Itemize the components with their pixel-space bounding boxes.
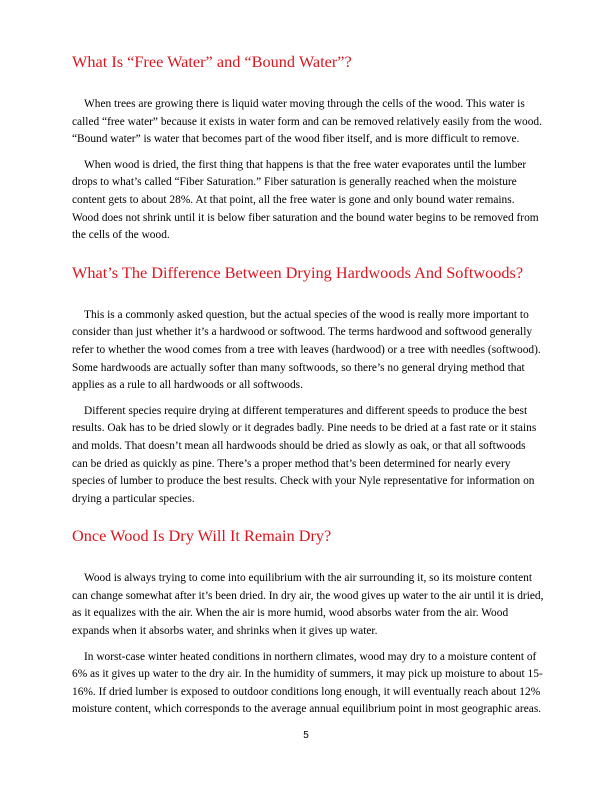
paragraph-fiber-saturation: When wood is dried, the first thing that happens is that the free water evaporates until the lumber drops to what’s called “Fiber Saturation.” Fiber saturation is generally reached when the moisture content gets to about 28%. At that point, all the free water is gone and only bound water remains. Wood does not shrink until it is below fiber saturation and the bound water begins to be removed from the cells of the wood. <box>72 158 539 242</box>
document-page <box>72 52 544 719</box>
paragraph-drying-speeds: Different species require drying at different temperatures and different speeds to produce the best results. Oak has to be dried slowly or it degrades badly. Pine needs to be dried at a fast rate or it stains and molds. That doesn’t mean all hardwoods should be dried as slowly as oak, or that all softwoods can be dried as quickly as pine. There’s a proper method that’s been determined for nearly every species of lumber to produce the best results. Check with your Nyle representative for information on drying a particular species. <box>72 404 537 505</box>
page-number: 5 <box>303 730 309 741</box>
section-heading-hardwood-softwood: What’s The Difference Between Drying Hardwoods And Softwoods? <box>72 262 524 282</box>
section-heading-remain-dry: Once Wood Is Dry Will It Remain Dry? <box>72 526 332 546</box>
paragraph-equilibrium: Wood is always trying to come into equilibrium with the air surrounding it, so its moisture content can change somewhat after it’s been dried. In dry air, the wood gives up water to the air until it is dried, as it equalizes with the air. When the air is more humid, wood absorbs water from the air. Wood expands when it absorbs water, and shrinks when it gives up water. <box>72 572 544 638</box>
section-heading-free-bound-water: What Is “Free Water” and “Bound Water”? <box>72 52 352 71</box>
paragraph-moisture-content: In worst-case winter heated conditions in northern climates, wood may dry to a moisture content of 6% as it gives up water to the dry air. In the humidity of summers, it may pick up moisture to about 15-16%. If dried lumber is exposed to outdoor conditions long enough, it will eventually reach about 12% moisture content, which corresponds to the average annual equilibrium point in most geographic areas. <box>72 650 543 716</box>
paragraph-species-question: This is a commonly asked question, but the actual species of the wood is really more important to consider than just whether it’s a hardwood or softwood. The terms hardwood and softwood generally refer to whether the wood comes from a tree with leaves (hardwood) or a tree with needles (softwood). Some hardwoods are actually softer than many softwoods, so there’s no general drying method that applies as a rule to all hardwoods or all softwoods. <box>72 308 541 392</box>
paragraph-free-water: When trees are growing there is liquid water moving through the cells of the wood. This water is called “free water” because it exists in water form and can be removed relatively easily from the wood. “Bound water” is water that becomes part of the wood fiber itself, and is more difficult to remove. <box>72 98 542 146</box>
